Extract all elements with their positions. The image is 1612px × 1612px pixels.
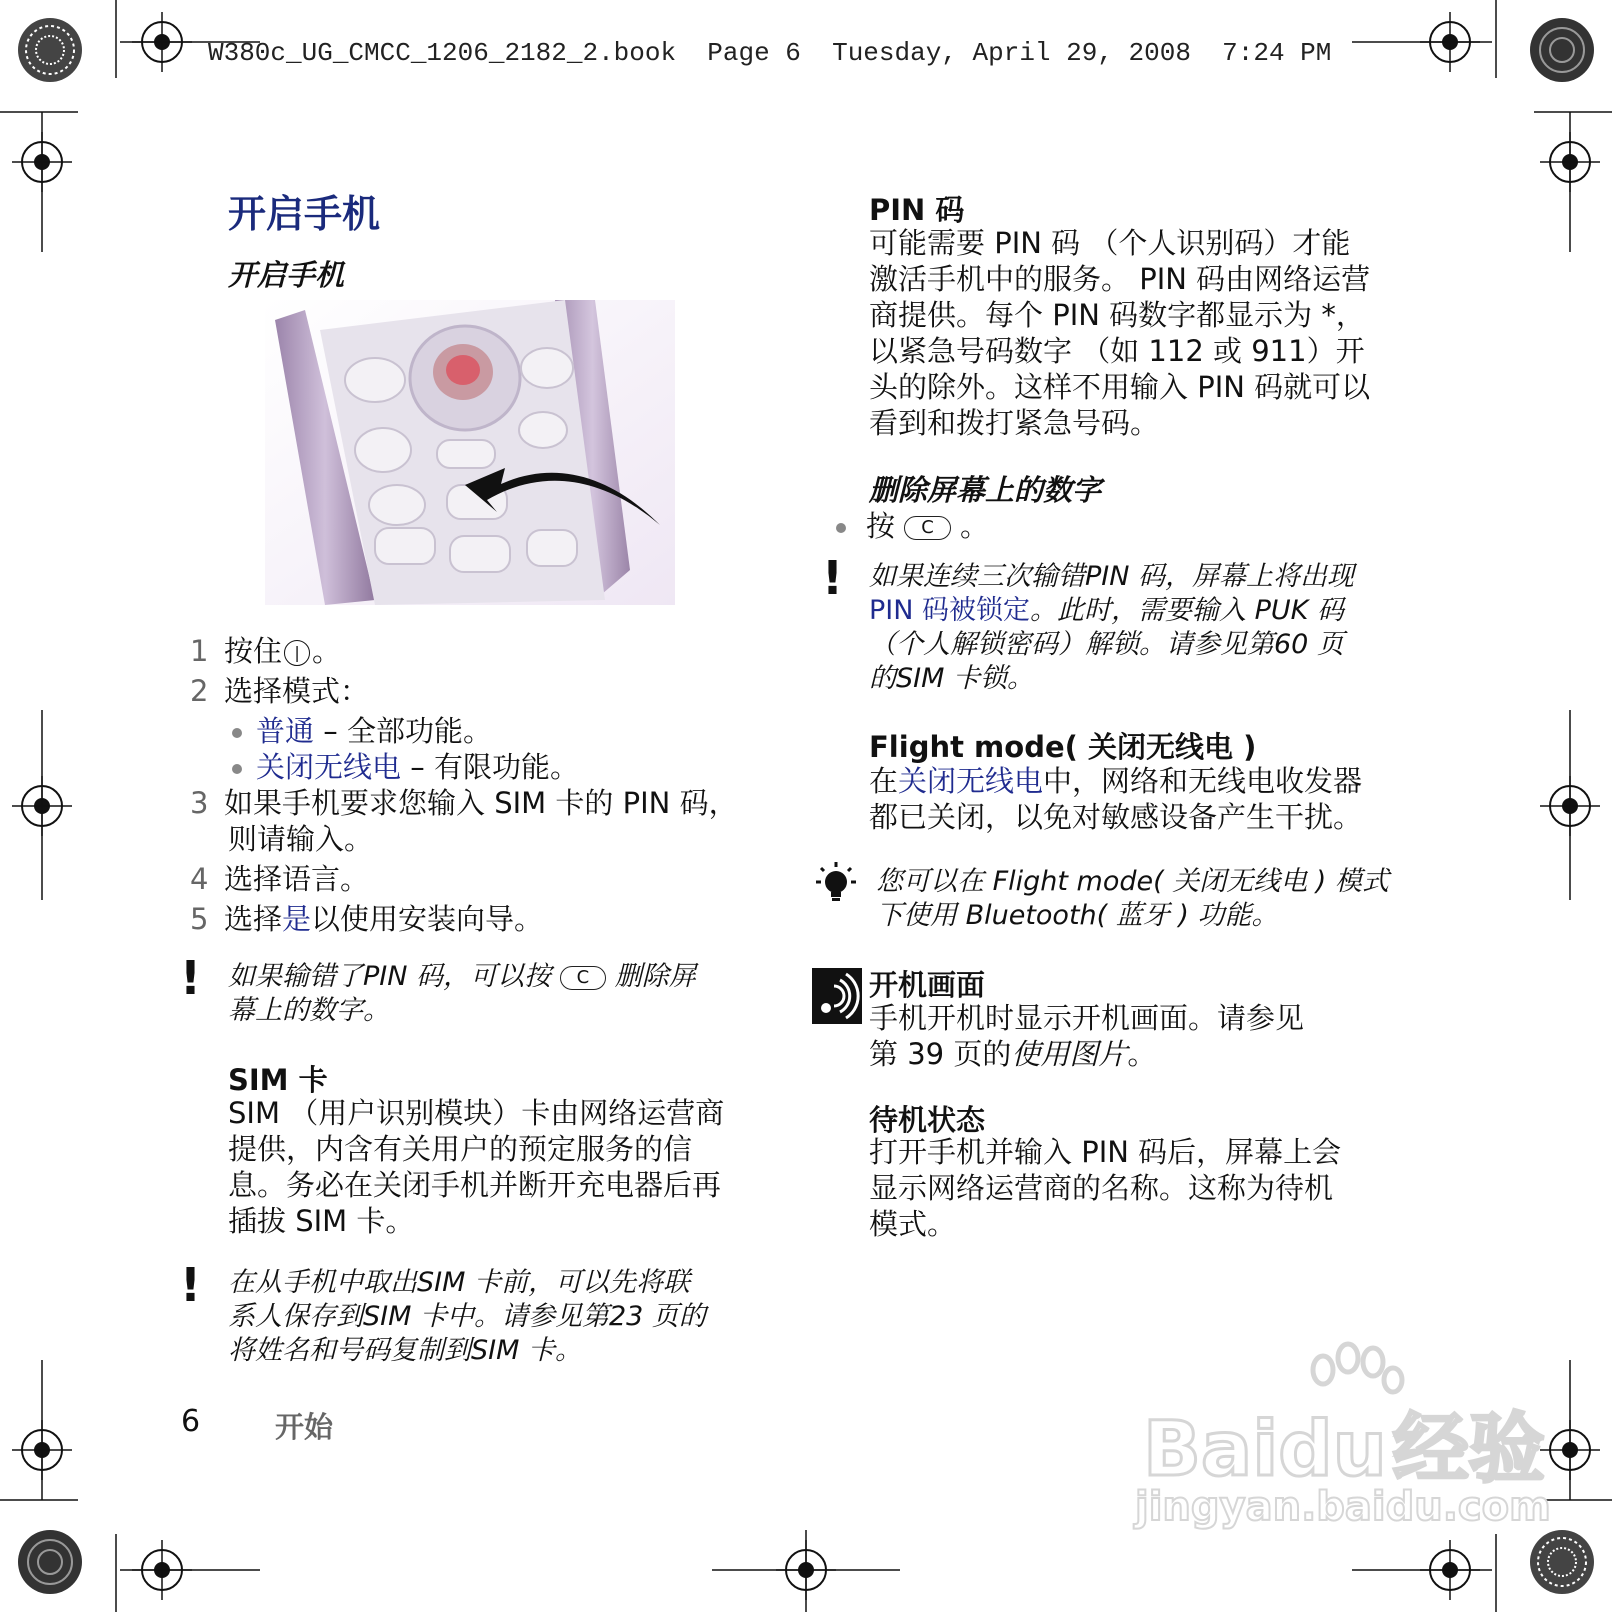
- print-header: W380c_UG_CMCC_1206_2182_2.book Page 6 Tuesday, April 29, 2008 7:24 PM: [208, 38, 1332, 68]
- warning-icon: !: [180, 951, 201, 1005]
- page-number: 6: [181, 1404, 201, 1439]
- step-3-continued: 则请输入。: [228, 822, 374, 856]
- tip-lightbulb-icon: [812, 862, 860, 910]
- warning-icon-2: !: [180, 1258, 201, 1312]
- sim-heading: SIM 卡: [228, 1063, 328, 1097]
- pin-paragraph: 可能需要 PIN 码 （个人识别码）才能 激活手机中的服务。 PIN 码由网络运营 商提供。每个 PIN 码数字都显示为 *， 以紧急号码数字 （如 112 或 911）开 头的除外。这样不用输入 PIN 码就可以 看到和拨打紧急号码。: [869, 226, 1371, 440]
- note-wrong-pin: 如果输错了PIN 码，可以按 C 删除屏 幕上的数字。: [228, 961, 696, 1026]
- flight-mode-heading: Flight mode( 关闭无线电 ): [869, 730, 1257, 764]
- pin-heading: PIN 码: [869, 193, 965, 227]
- standby-paragraph: 打开手机并输入 PIN 码后，屏幕上会 显示网络运营商的名称。这称为待机 模式。: [869, 1135, 1342, 1241]
- standby-heading: 待机状态: [869, 1103, 986, 1137]
- flight-mode-paragraph: 在关闭无线电中，网络和无线电收发器 都已关闭，以免对敏感设备产生干扰。: [869, 764, 1363, 834]
- section-subtitle: 开启手机: [228, 258, 345, 292]
- delete-digits-step: 按 C 。: [836, 508, 989, 544]
- phone-illustration: [265, 300, 675, 605]
- startup-screen-heading: 开机画面: [869, 968, 986, 1002]
- warning-icon-3: !: [822, 551, 843, 605]
- section-name: 开始: [275, 1410, 334, 1444]
- power-key-icon: |: [284, 640, 310, 666]
- clear-key-icon-2: C: [904, 516, 951, 540]
- page-title: 开启手机: [228, 192, 381, 236]
- step-2: 2 选择模式：: [190, 674, 370, 708]
- note-pin-blocked: 如果连续三次输错PIN 码，屏幕上将出现 PIN 码被锁定。此时，需要输入 PUK 码 （个人解锁密码）解锁。请参见第60 页 的SIM 卡锁。: [869, 561, 1355, 694]
- mode-item-normal: 普通 – 全部功能。: [232, 713, 760, 749]
- step-5: 5 选择是以使用安装向导。: [190, 902, 544, 936]
- delete-digits-heading: 删除屏幕上的数字: [869, 473, 1102, 507]
- tip-bluetooth: 您可以在 Flight mode( 关闭无线电 ) 模式 下使用 Bluetooth( 蓝牙 ) 功能。: [876, 866, 1389, 931]
- step-3: 3 如果手机要求您输入 SIM 卡的 PIN 码，: [190, 786, 738, 820]
- step-4: 4 选择语言。: [190, 862, 370, 896]
- steps-list: [190, 633, 760, 937]
- mode-item-flight: 关闭无线电 – 有限功能。: [232, 749, 760, 785]
- note-save-contacts: 在从手机中取出SIM 卡前，可以先将联 系人保存到SIM 卡中。请参见第23 页的 将姓名和号码复制到SIM 卡。: [228, 1267, 706, 1366]
- sim-paragraph: SIM （用户识别模块）卡由网络运营商 提供，内含有关用户的预定服务的信 息。务必在关闭手机并断开充电器后再 插拔 SIM 卡。: [228, 1096, 725, 1238]
- network-service-icon: [812, 968, 862, 1024]
- step-1: 1 按住 | 。: [190, 634, 342, 668]
- clear-key-icon: C: [560, 966, 607, 990]
- startup-screen-paragraph: 手机开机时显示开机画面。请参见 第 39 页的使用图片。: [869, 1001, 1305, 1071]
